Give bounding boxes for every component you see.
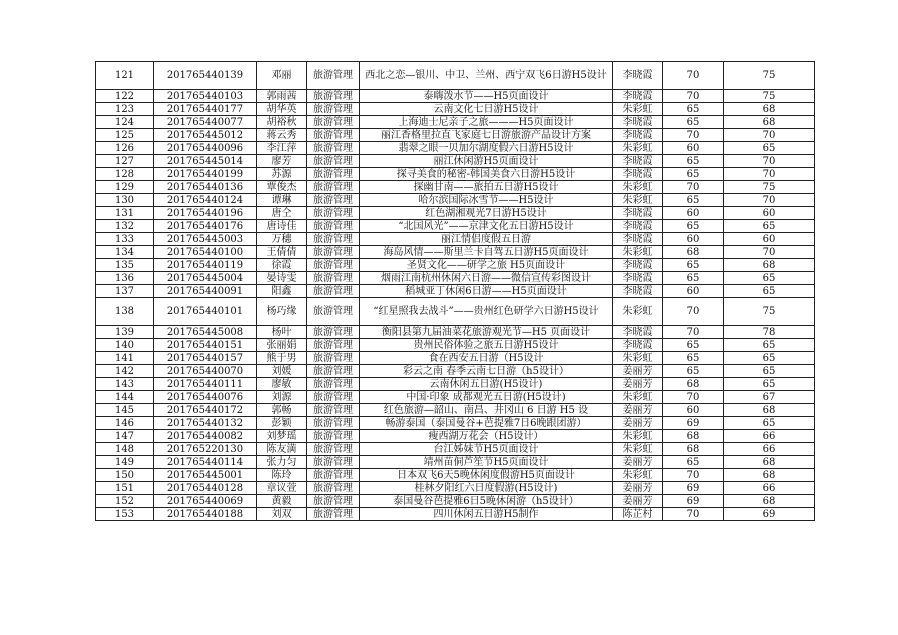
student-name-cell: 刘双 bbox=[257, 508, 307, 521]
score-2-cell: 65 bbox=[724, 378, 815, 391]
table-row bbox=[96, 129, 815, 142]
project-title-cell: 圣贤文化——研学之旅 H5页面设计 bbox=[360, 259, 613, 272]
score-1-cell: 70 bbox=[663, 391, 724, 404]
table-row bbox=[96, 469, 815, 482]
advisor-cell: 朱彩虹 bbox=[613, 181, 663, 194]
row-number-cell: 126 bbox=[96, 142, 154, 155]
score-1-cell: 60 bbox=[663, 207, 724, 220]
score-2-cell: 78 bbox=[724, 326, 815, 339]
project-title-cell: 四川休闲五日游H5制作 bbox=[360, 508, 613, 521]
major-cell: 旅游管理 bbox=[307, 469, 360, 482]
project-title-cell: 泰嗨泼水节——H5页面设计 bbox=[360, 90, 613, 103]
project-title-cell: 云南文化七日游H5设计 bbox=[360, 103, 613, 116]
table-row bbox=[96, 495, 815, 508]
advisor-cell: 李晓霞 bbox=[613, 207, 663, 220]
project-title-cell: 衡阳县第九届油菜花旅游观光节—H5 页面设计 bbox=[360, 326, 613, 339]
table-body bbox=[96, 62, 815, 521]
score-2-cell: 65 bbox=[724, 142, 815, 155]
score-2-cell: 70 bbox=[724, 155, 815, 168]
student-name-cell: 李江萍 bbox=[257, 142, 307, 155]
table-row bbox=[96, 90, 815, 103]
project-title-cell: 泰国曼谷芭提雅6日5晚休闲游（h5设计） bbox=[360, 495, 613, 508]
advisor-cell: 姜丽芳 bbox=[613, 404, 663, 417]
score-2-cell: 65 bbox=[724, 352, 815, 365]
row-number-cell: 149 bbox=[96, 456, 154, 469]
advisor-cell: 朱彩虹 bbox=[613, 142, 663, 155]
project-title-cell: 探寻美食的秘密-韩国美食六日游H5设计 bbox=[360, 168, 613, 181]
student-id-cell: 201765440119 bbox=[154, 259, 257, 272]
score-1-cell: 60 bbox=[663, 233, 724, 246]
student-name-cell: 廖敏 bbox=[257, 378, 307, 391]
advisor-cell: 李晓霞 bbox=[613, 326, 663, 339]
row-number-cell: 146 bbox=[96, 417, 154, 430]
student-name-cell: 晏诗雯 bbox=[257, 272, 307, 285]
score-1-cell: 65 bbox=[663, 168, 724, 181]
score-2-cell: 66 bbox=[724, 482, 815, 495]
grade-table bbox=[95, 61, 815, 521]
row-number-cell: 152 bbox=[96, 495, 154, 508]
project-title-cell: 上海迪士尼亲子之旅———H5页面设计 bbox=[360, 116, 613, 129]
major-cell: 旅游管理 bbox=[307, 443, 360, 456]
score-1-cell: 70 bbox=[663, 326, 724, 339]
score-2-cell: 68 bbox=[724, 103, 815, 116]
table-row bbox=[96, 142, 815, 155]
score-1-cell: 65 bbox=[663, 352, 724, 365]
student-id-cell: 201765440176 bbox=[154, 220, 257, 233]
student-name-cell: 谭琳 bbox=[257, 194, 307, 207]
row-number-cell: 121 bbox=[96, 62, 154, 90]
student-name-cell: 刘媛 bbox=[257, 365, 307, 378]
student-id-cell: 201765445003 bbox=[154, 233, 257, 246]
project-title-cell: “红星照我去战斗”——贵州红色研学六日游H5设计 bbox=[360, 298, 613, 326]
student-id-cell: 201765440136 bbox=[154, 181, 257, 194]
table-row bbox=[96, 103, 815, 116]
table-row bbox=[96, 404, 815, 417]
major-cell: 旅游管理 bbox=[307, 495, 360, 508]
table-row bbox=[96, 298, 815, 326]
score-1-cell: 65 bbox=[663, 155, 724, 168]
major-cell: 旅游管理 bbox=[307, 298, 360, 326]
major-cell: 旅游管理 bbox=[307, 391, 360, 404]
student-id-cell: 201765440082 bbox=[154, 430, 257, 443]
student-name-cell: 刘梦瑶 bbox=[257, 430, 307, 443]
row-number-cell: 127 bbox=[96, 155, 154, 168]
score-2-cell: 66 bbox=[724, 443, 815, 456]
major-cell: 旅游管理 bbox=[307, 259, 360, 272]
row-number-cell: 147 bbox=[96, 430, 154, 443]
advisor-cell: 李晓霞 bbox=[613, 129, 663, 142]
score-1-cell: 70 bbox=[663, 181, 724, 194]
major-cell: 旅游管理 bbox=[307, 155, 360, 168]
project-title-cell: 丽江香格里拉直飞家庭七日游旅游产品设计方案 bbox=[360, 129, 613, 142]
score-1-cell: 60 bbox=[663, 404, 724, 417]
row-number-cell: 130 bbox=[96, 194, 154, 207]
student-id-cell: 201765445012 bbox=[154, 129, 257, 142]
row-number-cell: 148 bbox=[96, 443, 154, 456]
score-2-cell: 67 bbox=[724, 391, 815, 404]
table-row bbox=[96, 456, 815, 469]
advisor-cell: 朱彩虹 bbox=[613, 469, 663, 482]
score-2-cell: 75 bbox=[724, 62, 815, 90]
score-1-cell: 70 bbox=[663, 62, 724, 90]
student-name-cell: 徐霞 bbox=[257, 259, 307, 272]
table-row bbox=[96, 220, 815, 233]
table-row bbox=[96, 365, 815, 378]
student-name-cell: 苏源 bbox=[257, 168, 307, 181]
project-title-cell: 西北之恋—银川、中卫、兰州、西宁双飞6日游H5设计 bbox=[360, 62, 613, 90]
score-1-cell: 65 bbox=[663, 272, 724, 285]
student-name-cell: 覃俊杰 bbox=[257, 181, 307, 194]
score-1-cell: 70 bbox=[663, 508, 724, 521]
project-title-cell: 食在西安五日游（H5设计 bbox=[360, 352, 613, 365]
advisor-cell: 朱彩虹 bbox=[613, 443, 663, 456]
student-id-cell: 201765440172 bbox=[154, 404, 257, 417]
advisor-cell: 朱彩虹 bbox=[613, 391, 663, 404]
project-title-cell: 翡翠之眼一贝加尔湖度假六日游H5设计 bbox=[360, 142, 613, 155]
row-number-cell: 131 bbox=[96, 207, 154, 220]
student-id-cell: 201765440070 bbox=[154, 365, 257, 378]
row-number-cell: 141 bbox=[96, 352, 154, 365]
advisor-cell: 朱彩虹 bbox=[613, 194, 663, 207]
score-1-cell: 65 bbox=[663, 103, 724, 116]
project-title-cell: 丽江休闲游H5页面设计 bbox=[360, 155, 613, 168]
row-number-cell: 134 bbox=[96, 246, 154, 259]
score-1-cell: 70 bbox=[663, 90, 724, 103]
row-number-cell: 150 bbox=[96, 469, 154, 482]
student-name-cell: 唐诗佳 bbox=[257, 220, 307, 233]
score-2-cell: 75 bbox=[724, 181, 815, 194]
student-name-cell: 杨巧缘 bbox=[257, 298, 307, 326]
student-name-cell: 彭颖 bbox=[257, 417, 307, 430]
student-id-cell: 201765440177 bbox=[154, 103, 257, 116]
score-2-cell: 65 bbox=[724, 220, 815, 233]
advisor-cell: 李晓霞 bbox=[613, 168, 663, 181]
student-name-cell: 万穗 bbox=[257, 233, 307, 246]
table-row bbox=[96, 62, 815, 90]
row-number-cell: 124 bbox=[96, 116, 154, 129]
advisor-cell: 李晓霞 bbox=[613, 116, 663, 129]
student-id-cell: 201765440124 bbox=[154, 194, 257, 207]
student-name-cell: 郭雨茜 bbox=[257, 90, 307, 103]
student-id-cell: 201765440096 bbox=[154, 142, 257, 155]
row-number-cell: 125 bbox=[96, 129, 154, 142]
student-id-cell: 201765445014 bbox=[154, 155, 257, 168]
project-title-cell: 台江姊妹节H5页面设计 bbox=[360, 443, 613, 456]
advisor-cell: 朱彩虹 bbox=[613, 246, 663, 259]
major-cell: 旅游管理 bbox=[307, 352, 360, 365]
project-title-cell: 瘦西湖万花会（H5设计） bbox=[360, 430, 613, 443]
major-cell: 旅游管理 bbox=[307, 233, 360, 246]
project-title-cell: 海岛风情——斯里兰卡自驾五日游H5页面设计 bbox=[360, 246, 613, 259]
row-number-cell: 143 bbox=[96, 378, 154, 391]
row-number-cell: 145 bbox=[96, 404, 154, 417]
student-name-cell: 张丽娟 bbox=[257, 339, 307, 352]
row-number-cell: 138 bbox=[96, 298, 154, 326]
score-2-cell: 70 bbox=[724, 194, 815, 207]
score-2-cell: 70 bbox=[724, 168, 815, 181]
major-cell: 旅游管理 bbox=[307, 339, 360, 352]
project-title-cell: 靖州苗侗芦笙节H5页面设计 bbox=[360, 456, 613, 469]
student-id-cell: 201765445001 bbox=[154, 469, 257, 482]
student-id-cell: 201765440076 bbox=[154, 391, 257, 404]
major-cell: 旅游管理 bbox=[307, 272, 360, 285]
row-number-cell: 137 bbox=[96, 285, 154, 298]
advisor-cell: 李晓霞 bbox=[613, 90, 663, 103]
student-name-cell: 王倩倩 bbox=[257, 246, 307, 259]
advisor-cell: 姜丽芳 bbox=[613, 365, 663, 378]
major-cell: 旅游管理 bbox=[307, 456, 360, 469]
student-id-cell: 201765440114 bbox=[154, 456, 257, 469]
major-cell: 旅游管理 bbox=[307, 285, 360, 298]
score-2-cell: 65 bbox=[724, 272, 815, 285]
major-cell: 旅游管理 bbox=[307, 103, 360, 116]
score-1-cell: 65 bbox=[663, 339, 724, 352]
student-id-cell: 201765445004 bbox=[154, 272, 257, 285]
row-number-cell: 135 bbox=[96, 259, 154, 272]
student-id-cell: 201765440111 bbox=[154, 378, 257, 391]
major-cell: 旅游管理 bbox=[307, 404, 360, 417]
advisor-cell: 陈芷村 bbox=[613, 508, 663, 521]
major-cell: 旅游管理 bbox=[307, 220, 360, 233]
major-cell: 旅游管理 bbox=[307, 194, 360, 207]
score-1-cell: 65 bbox=[663, 220, 724, 233]
table-row bbox=[96, 233, 815, 246]
row-number-cell: 151 bbox=[96, 482, 154, 495]
project-title-cell: 哈尔滨国际冰雪节——H5设计 bbox=[360, 194, 613, 207]
score-2-cell: 66 bbox=[724, 430, 815, 443]
score-2-cell: 60 bbox=[724, 233, 815, 246]
advisor-cell: 李晓霞 bbox=[613, 62, 663, 90]
table-row bbox=[96, 168, 815, 181]
score-2-cell: 65 bbox=[724, 365, 815, 378]
score-1-cell: 70 bbox=[663, 298, 724, 326]
project-title-cell: 中国·印象 成都观光五日游(H5设计) bbox=[360, 391, 613, 404]
student-name-cell: 陈友満 bbox=[257, 443, 307, 456]
advisor-cell: 李晓霞 bbox=[613, 259, 663, 272]
score-1-cell: 70 bbox=[663, 129, 724, 142]
advisor-cell: 李晓霞 bbox=[613, 272, 663, 285]
student-id-cell: 201765440196 bbox=[154, 207, 257, 220]
advisor-cell: 朱彩虹 bbox=[613, 103, 663, 116]
row-number-cell: 133 bbox=[96, 233, 154, 246]
advisor-cell: 李晓霞 bbox=[613, 285, 663, 298]
student-name-cell: 阳鑫 bbox=[257, 285, 307, 298]
student-name-cell: 章议萱 bbox=[257, 482, 307, 495]
row-number-cell: 153 bbox=[96, 508, 154, 521]
student-id-cell: 201765440188 bbox=[154, 508, 257, 521]
major-cell: 旅游管理 bbox=[307, 116, 360, 129]
major-cell: 旅游管理 bbox=[307, 207, 360, 220]
student-id-cell: 201765440103 bbox=[154, 90, 257, 103]
advisor-cell: 李晓霞 bbox=[613, 220, 663, 233]
project-title-cell: 日本双飞6天5晚休闲度假游H5页面设计 bbox=[360, 469, 613, 482]
student-id-cell: 201765445008 bbox=[154, 326, 257, 339]
table-row bbox=[96, 430, 815, 443]
score-1-cell: 60 bbox=[663, 285, 724, 298]
advisor-cell: 李晓霞 bbox=[613, 339, 663, 352]
score-2-cell: 70 bbox=[724, 246, 815, 259]
score-2-cell: 65 bbox=[724, 339, 815, 352]
advisor-cell: 姜丽芳 bbox=[613, 417, 663, 430]
table-row bbox=[96, 352, 815, 365]
table-row bbox=[96, 378, 815, 391]
advisor-cell: 朱彩虹 bbox=[613, 298, 663, 326]
score-1-cell: 60 bbox=[663, 142, 724, 155]
student-name-cell: 胡裕秋 bbox=[257, 116, 307, 129]
student-id-cell: 201765440128 bbox=[154, 482, 257, 495]
student-id-cell: 201765440091 bbox=[154, 285, 257, 298]
major-cell: 旅游管理 bbox=[307, 430, 360, 443]
major-cell: 旅游管理 bbox=[307, 181, 360, 194]
student-id-cell: 201765440077 bbox=[154, 116, 257, 129]
student-id-cell: 201765220130 bbox=[154, 443, 257, 456]
student-name-cell: 廖芳 bbox=[257, 155, 307, 168]
project-title-cell: 烟雨江南杭州休闲六日游——微信宣传彩图设计 bbox=[360, 272, 613, 285]
project-title-cell: 彩云之南 春季云南七日游（h5设计） bbox=[360, 365, 613, 378]
student-id-cell: 201765440199 bbox=[154, 168, 257, 181]
project-title-cell: 桂林夕阳红六日度假游(H5设计) bbox=[360, 482, 613, 495]
table-row bbox=[96, 259, 815, 272]
table-row bbox=[96, 155, 815, 168]
student-name-cell: 邓丽 bbox=[257, 62, 307, 90]
major-cell: 旅游管理 bbox=[307, 90, 360, 103]
student-name-cell: 胡华英 bbox=[257, 103, 307, 116]
score-2-cell: 68 bbox=[724, 259, 815, 272]
student-id-cell: 201765440069 bbox=[154, 495, 257, 508]
student-id-cell: 201765440157 bbox=[154, 352, 257, 365]
project-title-cell: 红色湖湘观光7日游H5设计 bbox=[360, 207, 613, 220]
row-number-cell: 140 bbox=[96, 339, 154, 352]
major-cell: 旅游管理 bbox=[307, 246, 360, 259]
row-number-cell: 132 bbox=[96, 220, 154, 233]
student-name-cell: 黄毅 bbox=[257, 495, 307, 508]
major-cell: 旅游管理 bbox=[307, 365, 360, 378]
score-2-cell: 60 bbox=[724, 207, 815, 220]
project-title-cell: 稻城亚丁休闲6日游——H5页面设计 bbox=[360, 285, 613, 298]
row-number-cell: 128 bbox=[96, 168, 154, 181]
student-name-cell: 刘源 bbox=[257, 391, 307, 404]
advisor-cell: 姜丽芳 bbox=[613, 378, 663, 391]
score-1-cell: 69 bbox=[663, 417, 724, 430]
student-name-cell: 陈玲 bbox=[257, 469, 307, 482]
score-2-cell: 68 bbox=[724, 116, 815, 129]
major-cell: 旅游管理 bbox=[307, 129, 360, 142]
score-2-cell: 65 bbox=[724, 285, 815, 298]
student-name-cell: 张力匀 bbox=[257, 456, 307, 469]
advisor-cell: 朱彩虹 bbox=[613, 430, 663, 443]
student-id-cell: 201765440132 bbox=[154, 417, 257, 430]
project-title-cell: 丽江情侣度假五日游 bbox=[360, 233, 613, 246]
student-name-cell: 郭畅 bbox=[257, 404, 307, 417]
score-1-cell: 68 bbox=[663, 246, 724, 259]
score-2-cell: 65 bbox=[724, 417, 815, 430]
major-cell: 旅游管理 bbox=[307, 417, 360, 430]
table-row bbox=[96, 181, 815, 194]
student-name-cell: 杨叶 bbox=[257, 326, 307, 339]
score-2-cell: 69 bbox=[724, 508, 815, 521]
major-cell: 旅游管理 bbox=[307, 62, 360, 90]
table-row bbox=[96, 391, 815, 404]
score-1-cell: 70 bbox=[663, 469, 724, 482]
score-2-cell: 68 bbox=[724, 456, 815, 469]
table-row bbox=[96, 417, 815, 430]
score-2-cell: 68 bbox=[724, 404, 815, 417]
score-2-cell: 75 bbox=[724, 298, 815, 326]
advisor-cell: 李晓霞 bbox=[613, 233, 663, 246]
student-id-cell: 201765440139 bbox=[154, 62, 257, 90]
score-2-cell: 75 bbox=[724, 90, 815, 103]
project-title-cell: 探幽甘南——旅拍五日游H5设计 bbox=[360, 181, 613, 194]
table-row bbox=[96, 326, 815, 339]
row-number-cell: 122 bbox=[96, 90, 154, 103]
advisor-cell: 姜丽芳 bbox=[613, 482, 663, 495]
advisor-cell: 李晓霞 bbox=[613, 155, 663, 168]
table-row bbox=[96, 207, 815, 220]
project-title-cell: 红色旅游—韶山、南昌、井冈山 6 日游 H5 设 bbox=[360, 404, 613, 417]
advisor-cell: 姜丽芳 bbox=[613, 456, 663, 469]
score-1-cell: 65 bbox=[663, 194, 724, 207]
row-number-cell: 142 bbox=[96, 365, 154, 378]
project-title-cell: 贵州民俗体验之旅五日游H5设计 bbox=[360, 339, 613, 352]
row-number-cell: 144 bbox=[96, 391, 154, 404]
student-id-cell: 201765440101 bbox=[154, 298, 257, 326]
score-1-cell: 65 bbox=[663, 456, 724, 469]
student-id-cell: 201765440151 bbox=[154, 339, 257, 352]
student-name-cell: 熊于男 bbox=[257, 352, 307, 365]
table-row bbox=[96, 194, 815, 207]
table-row bbox=[96, 285, 815, 298]
major-cell: 旅游管理 bbox=[307, 508, 360, 521]
score-1-cell: 65 bbox=[663, 365, 724, 378]
score-1-cell: 69 bbox=[663, 495, 724, 508]
score-2-cell: 68 bbox=[724, 469, 815, 482]
table-row bbox=[96, 272, 815, 285]
table-row bbox=[96, 116, 815, 129]
row-number-cell: 123 bbox=[96, 103, 154, 116]
score-1-cell: 65 bbox=[663, 116, 724, 129]
advisor-cell: 姜丽芳 bbox=[613, 495, 663, 508]
score-1-cell: 68 bbox=[663, 430, 724, 443]
score-1-cell: 65 bbox=[663, 259, 724, 272]
row-number-cell: 139 bbox=[96, 326, 154, 339]
major-cell: 旅游管理 bbox=[307, 378, 360, 391]
table-row bbox=[96, 246, 815, 259]
project-title-cell: “北国风光”——京津文化五日游H5设计 bbox=[360, 220, 613, 233]
score-1-cell: 69 bbox=[663, 482, 724, 495]
advisor-cell: 朱彩虹 bbox=[613, 352, 663, 365]
row-number-cell: 136 bbox=[96, 272, 154, 285]
table-row bbox=[96, 482, 815, 495]
major-cell: 旅游管理 bbox=[307, 168, 360, 181]
score-1-cell: 68 bbox=[663, 378, 724, 391]
score-2-cell: 70 bbox=[724, 129, 815, 142]
major-cell: 旅游管理 bbox=[307, 326, 360, 339]
project-title-cell: 云南休闲五日游(H5设计) bbox=[360, 378, 613, 391]
major-cell: 旅游管理 bbox=[307, 482, 360, 495]
project-title-cell: 畅游泰国（泰国曼谷+芭提雅7日6晚跟团游） bbox=[360, 417, 613, 430]
student-id-cell: 201765440100 bbox=[154, 246, 257, 259]
table-row bbox=[96, 508, 815, 521]
student-name-cell: 蒋云秀 bbox=[257, 129, 307, 142]
major-cell: 旅游管理 bbox=[307, 142, 360, 155]
score-2-cell: 68 bbox=[724, 495, 815, 508]
row-number-cell: 129 bbox=[96, 181, 154, 194]
table-row bbox=[96, 443, 815, 456]
student-name-cell: 唐仝 bbox=[257, 207, 307, 220]
table-row bbox=[96, 339, 815, 352]
score-1-cell: 68 bbox=[663, 443, 724, 456]
